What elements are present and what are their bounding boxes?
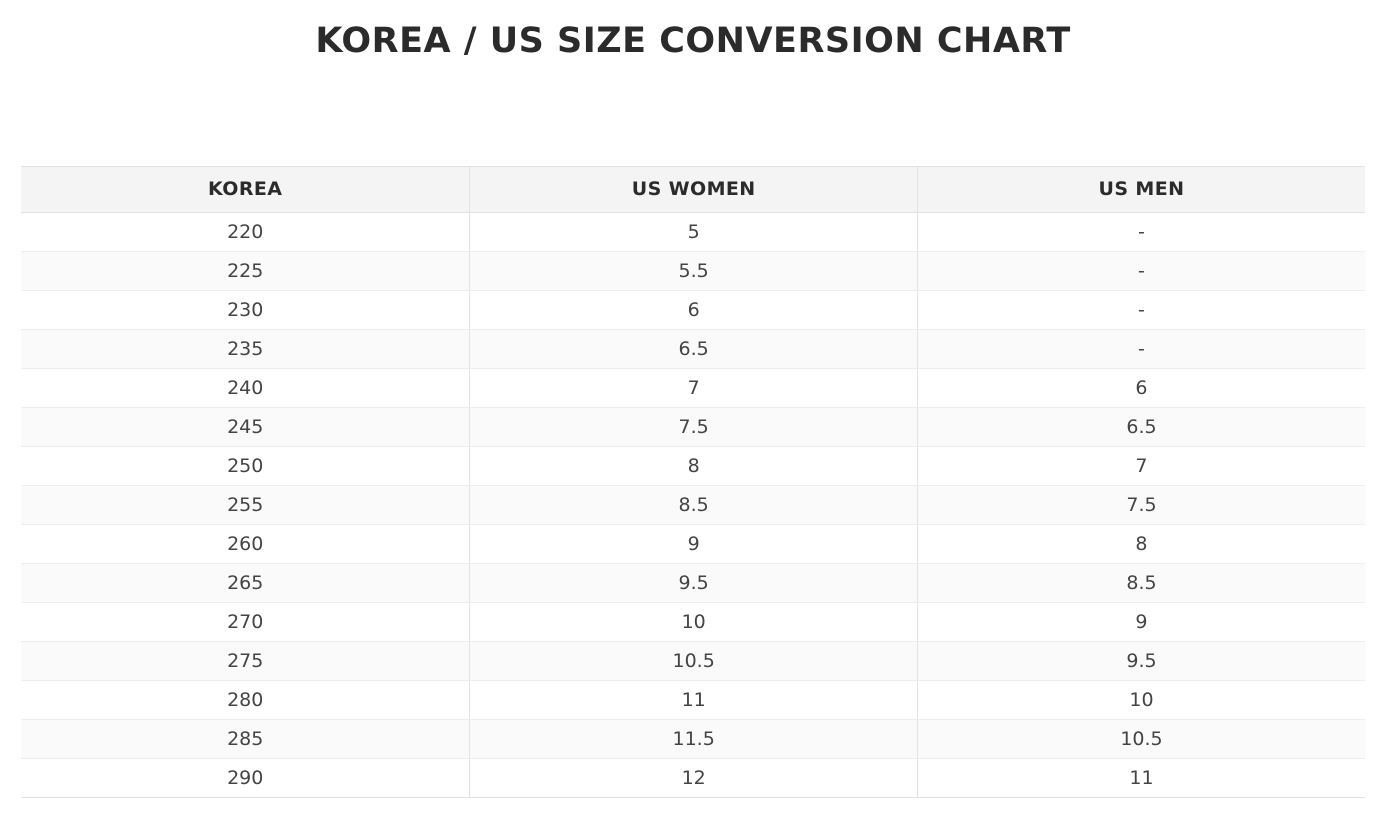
cell-us-men: 8 [917,525,1365,564]
size-conversion-table [21,166,1365,798]
cell-us-women: 10.5 [470,642,918,681]
table-row [21,603,1365,642]
cell-us-men: 6 [917,369,1365,408]
cell-korea: 270 [21,603,470,642]
cell-korea: 255 [21,486,470,525]
cell-us-men: 10.5 [917,720,1365,759]
column-header-us-men: US MEN [917,167,1365,213]
cell-us-men: - [917,330,1365,369]
cell-us-women: 6 [470,291,918,330]
cell-korea: 235 [21,330,470,369]
cell-us-men: - [917,252,1365,291]
cell-us-men: 11 [917,759,1365,798]
cell-us-men: 8.5 [917,564,1365,603]
table-header [21,167,1365,213]
table-row [21,330,1365,369]
cell-us-women: 6.5 [470,330,918,369]
table-row [21,369,1365,408]
cell-us-men: 9 [917,603,1365,642]
size-conversion-table-container [21,166,1365,798]
cell-us-men: - [917,213,1365,252]
cell-korea: 285 [21,720,470,759]
cell-us-women: 7.5 [470,408,918,447]
cell-us-women: 10 [470,603,918,642]
table-row [21,564,1365,603]
table-row [21,486,1365,525]
table-body [21,213,1365,798]
cell-korea: 275 [21,642,470,681]
cell-korea: 290 [21,759,470,798]
cell-us-women: 8 [470,447,918,486]
column-header-korea: KOREA [21,167,470,213]
cell-us-men: 10 [917,681,1365,720]
table-row [21,252,1365,291]
cell-korea: 250 [21,447,470,486]
cell-korea: 280 [21,681,470,720]
table-row [21,759,1365,798]
cell-us-women: 9.5 [470,564,918,603]
page-title: KOREA / US SIZE CONVERSION CHART [315,21,1071,61]
cell-us-women: 5.5 [470,252,918,291]
table-row [21,720,1365,759]
column-header-us-women: US WOMEN [470,167,918,213]
cell-us-women: 5 [470,213,918,252]
cell-us-men: - [917,291,1365,330]
cell-us-men: 7.5 [917,486,1365,525]
cell-korea: 245 [21,408,470,447]
cell-us-women: 11.5 [470,720,918,759]
cell-us-men: 7 [917,447,1365,486]
cell-us-women: 9 [470,525,918,564]
cell-us-women: 7 [470,369,918,408]
table-row [21,213,1365,252]
table-row [21,408,1365,447]
table-row [21,525,1365,564]
cell-us-women: 8.5 [470,486,918,525]
cell-korea: 260 [21,525,470,564]
table-row [21,642,1365,681]
cell-us-men: 6.5 [917,408,1365,447]
cell-us-men: 9.5 [917,642,1365,681]
cell-us-women: 12 [470,759,918,798]
cell-us-women: 11 [470,681,918,720]
cell-korea: 220 [21,213,470,252]
table-header-row [21,167,1365,213]
cell-korea: 225 [21,252,470,291]
cell-korea: 265 [21,564,470,603]
table-row [21,681,1365,720]
cell-korea: 230 [21,291,470,330]
table-row [21,291,1365,330]
cell-korea: 240 [21,369,470,408]
table-row [21,447,1365,486]
